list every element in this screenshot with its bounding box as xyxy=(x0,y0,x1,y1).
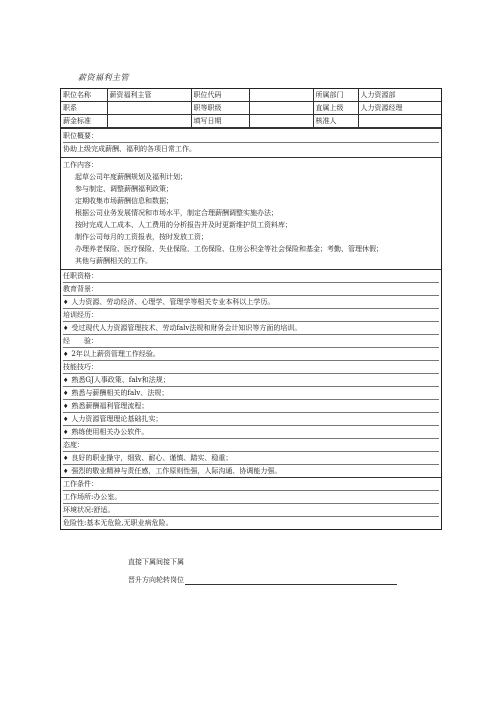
education-heading: 教育背景： xyxy=(63,283,439,296)
skill-item: ♦ 人力资源管理理论基础扎实； xyxy=(63,413,439,426)
work-item: 定期收集市场薪酬信息和数据； xyxy=(75,197,173,205)
attitude-heading: 态度： xyxy=(63,439,439,452)
work-section xyxy=(61,157,441,269)
header-label: 职等职级 xyxy=(191,102,249,115)
salary-standard-value xyxy=(107,115,191,128)
fill-date-value xyxy=(249,115,313,128)
header-label: 职位名称 xyxy=(61,89,107,102)
promotion-row xyxy=(128,575,397,585)
job-grade-value xyxy=(249,102,313,115)
supervisor-value: 人力资源经理 xyxy=(358,102,441,115)
skill-item: ♦ 熟练使用相关办公软件。 xyxy=(63,426,439,439)
direct-reports-label: 直接下属间接下属 xyxy=(128,558,184,566)
job-family-value xyxy=(107,102,191,115)
work-item: 起草公司年度薪酬规划及福利计划； xyxy=(75,173,187,181)
training-heading: 培训经历： xyxy=(63,309,439,322)
experience-heading: 经 验： xyxy=(63,335,439,348)
work-heading: 工作内容： xyxy=(63,161,98,169)
header-label: 所属部门 xyxy=(313,89,358,102)
danger-level: 危险性:基本无危险,无职业病危险。 xyxy=(63,519,173,527)
header-row-1 xyxy=(61,89,441,102)
skills-heading: 技能技巧： xyxy=(63,361,439,374)
skill-item: ♦ 熟悉薪酬福利管理流程； xyxy=(63,400,439,413)
work-item: 办理养老保险、医疗保险、失业保险、工伤保险、住房公积金等社会保险和基金；考勤、管理休假； xyxy=(75,245,383,253)
header-label: 直属上级 xyxy=(313,102,358,115)
overview-section xyxy=(61,128,441,157)
work-place: 工作场所:办公室。 xyxy=(63,491,439,504)
qualifications-heading: 任职资格： xyxy=(63,270,439,283)
position-code-value xyxy=(249,89,313,102)
work-item: 其他与薪酬相关的工作。 xyxy=(75,257,152,265)
work-item: 按时完成人工成本、人工费用的分析报告并及时更新维护员工资料库； xyxy=(75,221,292,229)
promotion-label: 晋升方向轮转岗位 xyxy=(128,576,184,584)
header-row-3 xyxy=(61,115,441,128)
skill-item: ♦ 熟悉与薪酬相关的falv、法规； xyxy=(63,387,439,400)
conditions-heading: 工作条件： xyxy=(63,478,439,491)
header-table xyxy=(61,89,441,128)
promotion-underline xyxy=(185,577,397,585)
job-description-sheet xyxy=(60,88,442,530)
header-label: 职位代码 xyxy=(191,89,249,102)
education-text: ♦ 人力资源、劳动经济、心理学、管理学等相关专业本科以上学历。 xyxy=(63,296,439,309)
environment: 环境状况:舒适。 xyxy=(63,504,439,517)
approver-value xyxy=(358,115,441,128)
qualifications-section xyxy=(61,269,441,477)
training-text: ♦ 受过现代人力资源管理技术、劳动falv法规和财务会计知识等方面的培训。 xyxy=(63,322,439,335)
work-item: 根据公司业务发展情况和市场水平，制定合理薪酬调整实施办法； xyxy=(75,209,278,217)
position-name-value: 薪资福利主管 xyxy=(107,89,191,102)
overview-heading: 职位概要： xyxy=(63,130,439,143)
overview-text: 协助上级完成薪酬、福利的各项日常工作。 xyxy=(63,145,196,153)
header-label: 职系 xyxy=(61,102,107,115)
header-label: 薪金标准 xyxy=(61,115,107,128)
document-title: 薪资福利主管 xyxy=(78,73,129,82)
skill-item: ♦ 熟悉GJ人事政策、falv和法规； xyxy=(63,374,439,387)
header-label: 核准人 xyxy=(313,115,358,128)
attitude-item: ♦ 良好的职业操守，细致、耐心、谨慎、踏实、稳重； xyxy=(63,452,439,465)
work-item: 参与制定、调整薪酬福利政策； xyxy=(75,185,173,193)
header-row-2 xyxy=(61,102,441,115)
header-label: 填写日期 xyxy=(191,115,249,128)
work-item: 制作公司每月的工资报表，按时发放工资； xyxy=(75,233,208,241)
attitude-item: ♦ 强烈的敬业精神与责任感，工作原则性强，人际沟通、协调能力强。 xyxy=(63,465,439,477)
experience-text: ♦ 2年以上薪资管理工作经验。 xyxy=(63,348,439,361)
department-value: 人力资源部 xyxy=(358,89,441,102)
conditions-section xyxy=(61,477,441,529)
